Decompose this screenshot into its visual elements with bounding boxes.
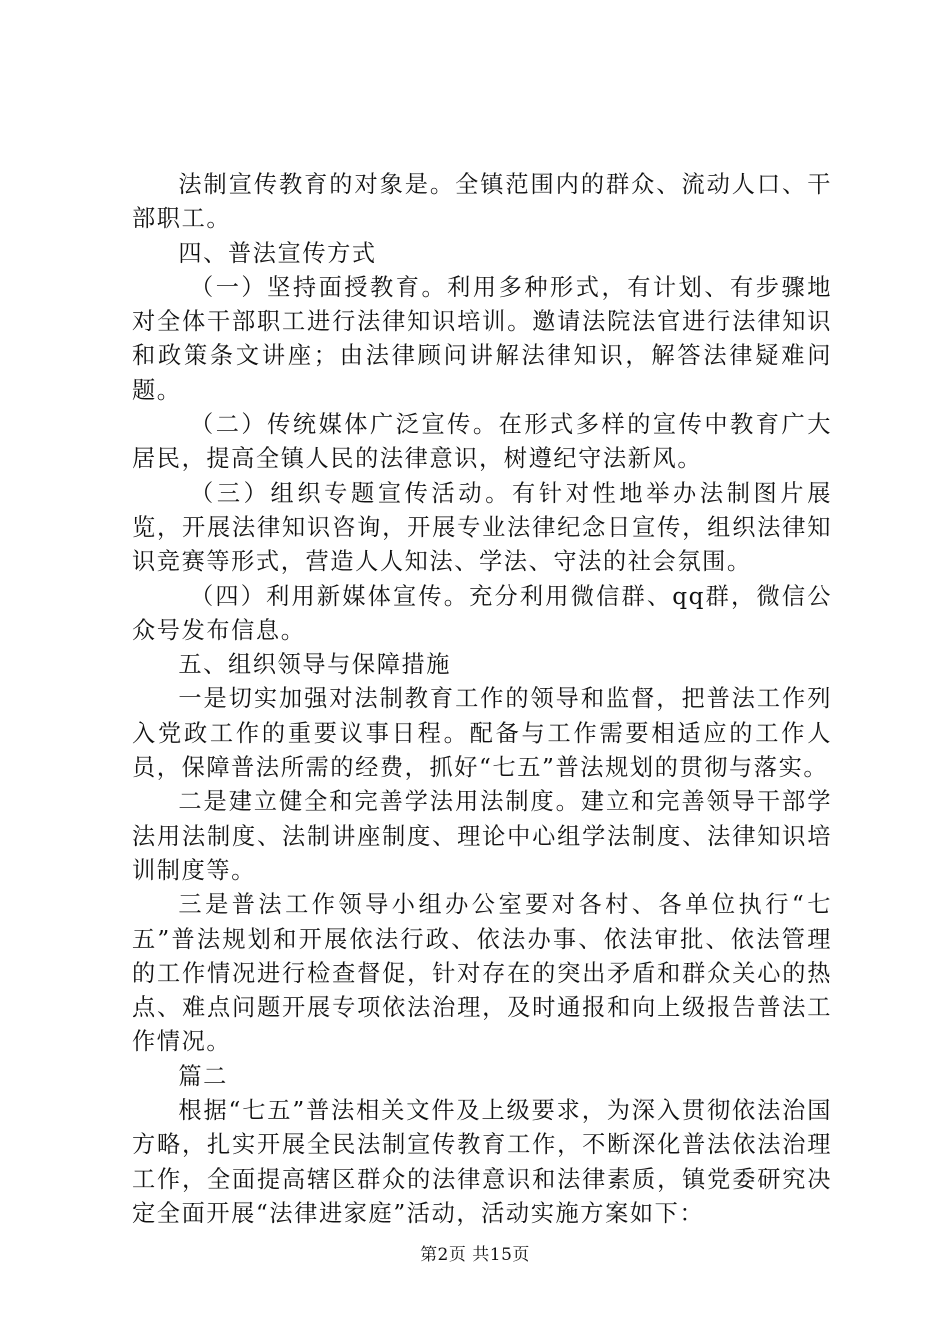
section-heading-part-two: 篇二: [178, 1062, 228, 1090]
paragraph-method-2: （二）传统媒体广泛宣传。在形式多样的宣传中教育广大居民，提高全镇人民的法律意识，树遵纪守法新风。: [132, 411, 832, 473]
paragraph-part-two-intro: 根据“七五”普法相关文件及上级要求，为深入贯彻依法治国方略，扎实开展全民法制宣传教育工作，不断深化普法依法治理工作，全面提高辖区群众的法律意识和法律素质，镇党委研究决定全面开展“法律进家庭”活动，活动实施方案如下：: [132, 1097, 832, 1227]
paragraph-method-3: （三）组织专题宣传活动。有针对性地举办法制图片展览，开展法律知识咨询，开展专业法律纪念日宣传，组织法律知识竞赛等形式，营造人人知法、学法、守法的社会氛围。: [132, 479, 832, 576]
paragraph-measure-2: 二是建立健全和完善学法用法制度。建立和完善领导干部学法用法制度、法制讲座制度、理论中心组学法制度、法律知识培训制度等。: [132, 788, 832, 884]
section-heading-methods: 四、普法宣传方式: [178, 239, 377, 267]
section-heading-leadership: 五、组织领导与保障措施: [178, 651, 452, 679]
page-number-footer: 第2页 共15页: [420, 1245, 530, 1265]
paragraph-measure-1: 一是切实加强对法制教育工作的领导和监督，把普法工作列入党政工作的重要议事日程。配备与工作需要相适应的工作人员，保障普法所需的经费，抓好“七五”普法规划的贯彻与落实。: [132, 685, 832, 782]
paragraph-method-1: （一）坚持面授教育。利用多种形式，有计划、有步骤地对全体干部职工进行法律知识培训。邀请法院法官进行法律知识和政策条文讲座；由法律顾问讲解法律知识，解答法律疑难问题。: [132, 273, 832, 404]
paragraph-audience: 法制宣传教育的对象是。全镇范围内的群众、流动人口、干部职工。: [132, 171, 832, 233]
paragraph-method-4: （四）利用新媒体宣传。充分利用微信群、qq群，微信公众号发布信息。: [132, 582, 832, 644]
paragraph-measure-3: 三是普法工作领导小组办公室要对各村、各单位执行“七五”普法规划和开展依法行政、依法办事、依法审批、依法管理的工作情况进行检查督促，针对存在的突出矛盾和群众关心的热点、难点问题开展专项依法治理，及时通报和向上级报告普法工作情况。: [132, 891, 832, 1056]
document-body: [132, 168, 832, 1231]
